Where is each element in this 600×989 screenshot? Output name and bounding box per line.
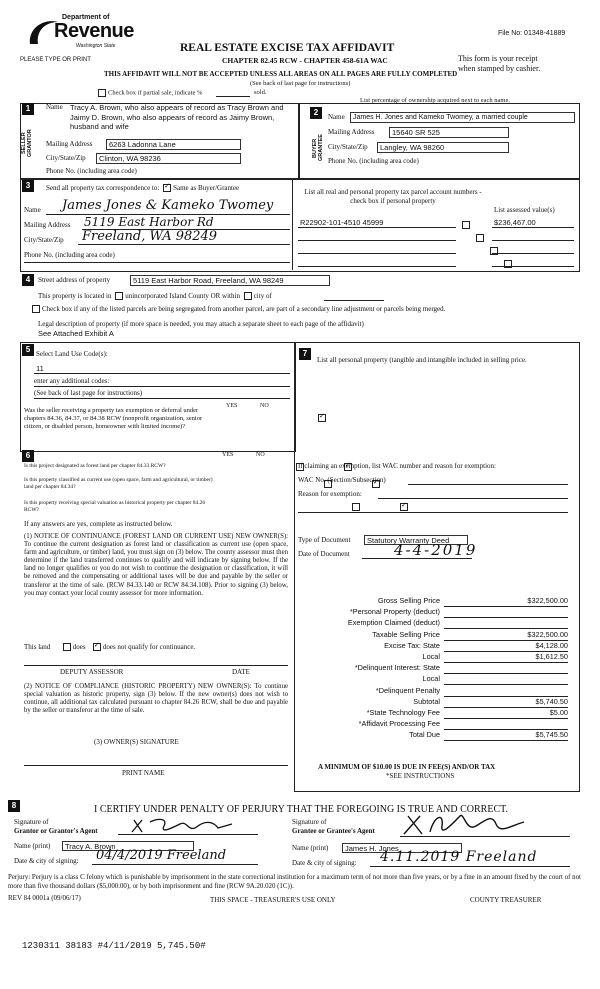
grantee-date-line	[370, 866, 570, 867]
treasurer-space: THIS SPACE - TREASURER'S USE ONLY	[210, 896, 336, 904]
does-label: does	[72, 643, 86, 651]
s3-mailing-hand: 5119 East Harbor Rd	[84, 215, 214, 229]
tax-row-label: Taxable Selling Price	[372, 629, 440, 639]
partial-sale	[96, 89, 202, 97]
seller-name-label: Name	[46, 103, 63, 111]
grantor-sig-line	[118, 834, 258, 835]
does-checkbox[interactable]	[63, 643, 71, 651]
parcel-line-3	[298, 253, 456, 254]
deputy-line	[24, 665, 288, 666]
assessed-value: $236,467.00	[494, 218, 536, 227]
buyer-side-label: BUYER GRANTEE	[312, 134, 324, 162]
additional-codes: enter any additional codes:	[34, 377, 110, 385]
doc-type-field[interactable]: Statutory Warranty Deed	[364, 535, 468, 545]
buyer-name-label: Name	[328, 113, 345, 121]
certify-statement: I CERTIFY UNDER PENALTY OF PERJURY THAT THE FOREGOING IS TRUE AND CORRECT.	[94, 804, 508, 815]
reason-label: Reason for exemption:	[298, 490, 362, 498]
partial-pct-line[interactable]	[216, 96, 250, 97]
county-treasurer: COUNTY TREASURER	[470, 896, 542, 904]
s3-mailing-label: Mailing Address	[24, 221, 71, 229]
section-2-number: 2	[310, 107, 322, 119]
tax-row	[298, 607, 576, 618]
s6-notice1: (1) NOTICE OF CONTINUANCE (FOREST LAND OR CURRENT USE) NEW OWNER(S): To continue the current designation as forest land or classification as current use (open space, farm and agriculture, or timber) land, you must sign on (3) below. The county assessor must then determine if the land transferred continues to qualify and will indicate by signing below. If the land no longer qualifies or you do not wish to continue the designation or classification, it will be removed and the compensating or additional taxes will be due and payable by the seller or transferor at the time of sale. (RCW 84.33.140 or RCW 84.34.108). Prior to signing (3) below, you may contact your local county assessor for more information.	[24, 533, 288, 597]
form-subtitle: CHAPTER 82.45 RCW - CHAPTER 458-61A WAC	[222, 56, 388, 65]
deputy-assessor: DEPUTY ASSESSOR	[60, 668, 124, 676]
land-use-code: 11	[36, 364, 44, 373]
tax-row	[298, 708, 576, 719]
s6-notice2: (2) NOTICE OF COMPLIANCE (HISTORIC PROPERTY) NEW OWNER(S): To continue special valuation as historic property, sign (3) below. If the new owner(s) does not wish to continue, all additional tax calculated pursuant to chapter 84.26 RCW, shall be due and payable by the seller or transferor at the time of sale.	[24, 683, 288, 715]
assessed-header: List assessed value(s)	[494, 206, 555, 214]
tax-row-value[interactable]	[444, 607, 568, 618]
s3-phone-line	[24, 262, 290, 263]
tax-row	[298, 674, 576, 685]
tax-row	[298, 686, 576, 697]
section-4-number: 4	[22, 274, 34, 286]
s3-city-label: City/State/Zip	[24, 236, 64, 244]
tax-row-label: Excise Tax: State	[384, 640, 440, 650]
send-correspondence-label: Send all property tax correspondence to:	[46, 184, 160, 192]
city-of-label: city of	[253, 292, 272, 300]
tax-row	[298, 630, 576, 641]
legal-label: Legal description of property (if more space is needed, you may attach a separate sheet to each page of the affidavit)	[38, 320, 364, 328]
tax-row-label: *Delinquent Penalty	[375, 685, 440, 695]
tax-row-value[interactable]: $4,128.00	[444, 641, 568, 652]
seller-mailing-field[interactable]: 6263 Ladonna Lane	[106, 139, 241, 150]
unincorporated-checkbox[interactable]	[115, 292, 123, 300]
tax-row	[298, 663, 576, 674]
does-not-checkbox[interactable]	[93, 643, 101, 651]
partial-sale-label: Check box if partial sale, indicate %	[108, 89, 203, 97]
tax-row-label: Subtotal	[413, 696, 440, 706]
file-number: File No: 01348-41889	[498, 30, 566, 37]
s5-see-back-line	[34, 398, 290, 399]
doc-date-line	[362, 558, 472, 559]
s5-see-back: (See back of last page for instructions)	[34, 389, 143, 397]
parcel-line-2	[298, 240, 456, 241]
seller-side-label: SELLER GRANTOR	[21, 129, 33, 157]
please-type: PLEASE TYPE OR PRINT	[20, 57, 91, 63]
s6-q3: Is this property receiving special valuation as historical property per chapter 84.26 RCW?	[24, 500, 206, 513]
s5-no: NO	[260, 403, 269, 409]
street-field[interactable]: 5119 East Harbor Road, Freeland, WA 98249	[130, 275, 330, 286]
owner-signature-label: (3) OWNER(S) SIGNATURE	[94, 738, 179, 746]
tax-row	[298, 730, 576, 741]
s3-phone-label: Phone No. (including area code)	[24, 251, 115, 259]
tax-row-value[interactable]: $1,612.50	[444, 652, 568, 663]
street-label: Street address of property	[38, 276, 111, 284]
receipt-line2: when stamped by cashier.	[458, 64, 541, 73]
land-use-line[interactable]	[34, 373, 290, 374]
s5-yes: YES	[226, 403, 238, 409]
parcel-line-4	[298, 266, 456, 267]
same-as-buyer-checkbox[interactable]	[163, 184, 171, 192]
grantee-date-hand: 4.11.2019 Freeland	[380, 849, 538, 865]
owner-signature-line[interactable]	[24, 765, 288, 766]
buyer-name-field[interactable]: James H. Jones and Kameko Twomey, a married couple	[350, 112, 575, 123]
tax-row	[298, 641, 576, 652]
tax-row-label: *State Technology Fee	[366, 707, 440, 717]
tax-row-label: *Affidavit Processing Fee	[358, 719, 440, 729]
seller-name: Tracy A. Brown, who also appears of record as Tracy Brown and Jaimy D. Brown, who also appears of record as Jaimy Brown, husband and wife	[70, 103, 284, 131]
perjury-statement: Perjury: Perjury is a class C felony which is punishable by imprisonment in the state correctional institution for a maximum term of not more than five years, or by a fine in an amount fixed by the court of not more than five thousand dollars ($5,000.00), or by both imprisonment and fine (RCW 9A.20.020 (1C)).	[8, 874, 581, 890]
s6-no: NO	[256, 452, 265, 458]
reason-line[interactable]	[378, 498, 568, 499]
located-line	[38, 292, 272, 300]
grantor-date-hand: 04/4/2019 Freeland	[96, 848, 227, 863]
form-title: REAL ESTATE EXCISE TAX AFFIDAVIT	[180, 42, 395, 54]
segregated-checkbox[interactable]	[32, 305, 40, 313]
print-name-label: PRINT NAME	[122, 769, 165, 777]
grantor-sig-label2: Grantor or Grantor's Agent	[14, 827, 98, 835]
sold-label: sold.	[254, 89, 267, 96]
s3-city-line	[78, 244, 290, 245]
city-of-checkbox[interactable]	[244, 292, 252, 300]
deputy-date: DATE	[232, 668, 250, 676]
warning-text: THIS AFFIDAVIT WILL NOT BE ACCEPTED UNLESS ALL AREAS ON ALL PAGES ARE FULLY COMPLETED	[104, 70, 458, 78]
additional-codes-line[interactable]	[34, 386, 290, 387]
tax-row-label: *Personal Property (deduct)	[349, 607, 440, 617]
s6-q1: Is this project designated as forest land per chapter 84.33 RCW?	[24, 463, 166, 469]
tax-row-value[interactable]: $322,500.00	[444, 630, 568, 641]
tax-row-value[interactable]	[444, 686, 568, 697]
grantee-name-label: Name (print)	[292, 844, 329, 852]
located-label: This property is located in	[38, 292, 112, 300]
tax-row	[298, 697, 576, 708]
rev-number: REV 84 0001a (09/06/17)	[8, 894, 81, 902]
parcel-line-1	[298, 227, 456, 228]
tax-row-value[interactable]: $322,500.00	[444, 596, 568, 607]
grantor-name-field[interactable]: Tracy A. Brown	[62, 841, 194, 851]
city-of-line[interactable]	[324, 300, 384, 301]
tax-row	[298, 719, 576, 730]
parcel-header: List all real and personal property tax parcel account numbers - check box if personal property	[304, 188, 482, 205]
assessed-line-3	[492, 253, 574, 254]
unincorporated-label: unincorporated Island County OR within	[125, 292, 240, 300]
grantee-sig-label1: Signature of	[292, 818, 327, 826]
dor-logo	[24, 12, 134, 52]
segregated-label: Check box if any of the listed parcels are being segregated from another parcel, are part of a secondary line adjustment or parcels being merged.	[42, 305, 446, 313]
seller-city-field[interactable]: Clinton, WA 98236	[96, 153, 241, 164]
doc-date-hand: 4-4-2019	[394, 541, 478, 559]
tax-row-value[interactable]	[444, 674, 568, 685]
wac-label: WAC No. (Section/Subsection)	[298, 476, 386, 484]
doc-date-label: Date of Document	[298, 550, 350, 558]
section-5	[20, 342, 296, 452]
assessed-line-2	[492, 240, 574, 241]
grantor-date-label: Date & city of signing:	[14, 857, 79, 865]
parcel-1-checkbox[interactable]	[462, 221, 470, 229]
tax-row-label: Gross Selling Price	[377, 596, 440, 605]
logo-line2: Revenue	[54, 20, 134, 42]
buyer-phone-label: Phone No. (including area code)	[328, 157, 419, 165]
s6-if-yes: If any answers are yes, complete as instructed below.	[24, 520, 173, 528]
buyer-city-label: City/State/Zip	[328, 143, 368, 151]
partial-sale-checkbox[interactable]	[98, 89, 106, 97]
doc-type-label: Type of Document	[298, 536, 351, 544]
s6-yes: YES	[222, 452, 234, 458]
buyer-mailing-label: Mailing Address	[328, 128, 375, 136]
assessed-line-4	[492, 266, 574, 267]
grantor-sig-label1: Signature of	[14, 818, 49, 826]
grantee-sig-label2: Grantee or Grantee's Agent	[292, 827, 375, 835]
tax-row-label: Total Due	[409, 730, 440, 740]
same-as-buyer-label: Same as Buyer/Grantee	[173, 184, 240, 192]
tax-row-label: Local	[422, 674, 440, 684]
tax-row-label: Local	[422, 651, 440, 661]
tax-row	[298, 652, 576, 663]
wac-line[interactable]	[408, 484, 568, 485]
buyer-mailing-field[interactable]: 15640 SR 525	[389, 127, 509, 138]
grantee-date-label: Date & city of signing:	[292, 859, 357, 867]
seller-mailing-label: Mailing Address	[46, 140, 93, 148]
list-pct: List percentage of ownership acquired next to each name.	[360, 97, 510, 104]
this-land-label: This land	[24, 643, 51, 651]
tax-row	[298, 618, 576, 629]
s6-q2: Is this property classified as current use (open space, farm and agricultural, or timber) land per chapter 84.34?	[24, 477, 213, 490]
s3-city-hand: Freeland, WA 98249	[82, 229, 218, 244]
continuance-line	[24, 643, 195, 651]
tax-row-value[interactable]: $5,745.50	[444, 730, 568, 741]
send-correspondence	[46, 184, 239, 192]
tax-row-value[interactable]: $5.00	[444, 708, 568, 719]
grantee-signature[interactable]	[400, 810, 530, 842]
grantor-date-line	[92, 864, 258, 865]
treasurer-stamp: 1230311 38183 #4/11/2019 5,745.50#	[22, 941, 206, 951]
seller-city-label: City/State/Zip	[46, 154, 86, 162]
section-1-number: 1	[22, 103, 34, 115]
see-back: (See back of last page for instructions)	[250, 80, 351, 87]
minimum-fee: A MINIMUM OF $10.00 IS DUE IN FEE(S) AND/OR TAX	[318, 763, 496, 771]
grantor-signature[interactable]	[128, 814, 238, 842]
logo-line1: Department of	[62, 14, 110, 21]
tax-row-value[interactable]	[444, 618, 568, 629]
exemption-question: Was the seller receiving a property tax exemption or deferral under chapters 84.36, 84.37, or 84.38 RCW (nonprofit organization, senior citizen, or disabled person, homeowner with limited income)?	[24, 407, 203, 430]
tax-row-label: *Delinquent Interest: State	[354, 663, 440, 673]
qualify-label: qualify for continuance.	[128, 643, 196, 651]
see-instructions: *SEE INSTRUCTIONS	[386, 772, 455, 780]
section-6-number: 6	[22, 450, 34, 462]
section-8-number: 8	[8, 800, 20, 812]
grantee-name-field[interactable]: James H. Jones	[342, 843, 462, 853]
exemption-claim: If claiming an exemption, list WAC number and reason for exemption:	[298, 462, 496, 470]
section-5-number: 5	[22, 344, 34, 356]
parcel-2-checkbox[interactable]	[476, 234, 484, 242]
does-not-label: does not	[102, 643, 127, 651]
parcel-number: R22902-101-4510 45999	[300, 218, 384, 227]
grantor-name-label: Name (print)	[14, 842, 51, 850]
receipt-line1: This form is your receipt	[458, 54, 538, 63]
land-use-label: Select Land Use Code(s):	[36, 350, 108, 358]
tax-row-value[interactable]	[444, 719, 568, 730]
s3-name-hand: James Jones & Kameko Twomey	[62, 198, 274, 213]
reason-line-2	[298, 512, 568, 513]
tax-row-value[interactable]	[444, 663, 568, 674]
tax-row-value[interactable]: $5,740.50	[444, 697, 568, 708]
s3-name-label: Name	[24, 206, 41, 214]
section-3-divider	[292, 178, 293, 270]
logo-line3: Washington State	[76, 43, 116, 49]
legal-value: See Attached Exhibit A	[38, 329, 114, 338]
tax-row-label: Exemption Claimed (deduct)	[347, 618, 440, 628]
seller-phone-label: Phone No. (including area code)	[46, 167, 137, 175]
assessed-line-1	[492, 227, 574, 228]
buyer-city-field[interactable]: Langley, WA 98260	[377, 142, 509, 153]
section-7-number: 7	[299, 348, 311, 360]
section-3-number: 3	[22, 180, 34, 192]
grantee-sig-line	[400, 836, 570, 837]
segregated-line	[30, 305, 445, 313]
personal-property-label: List all personal property (tangible and intangible included in selling price.	[317, 356, 527, 364]
tax-table	[298, 596, 576, 741]
tax-row	[298, 596, 576, 607]
